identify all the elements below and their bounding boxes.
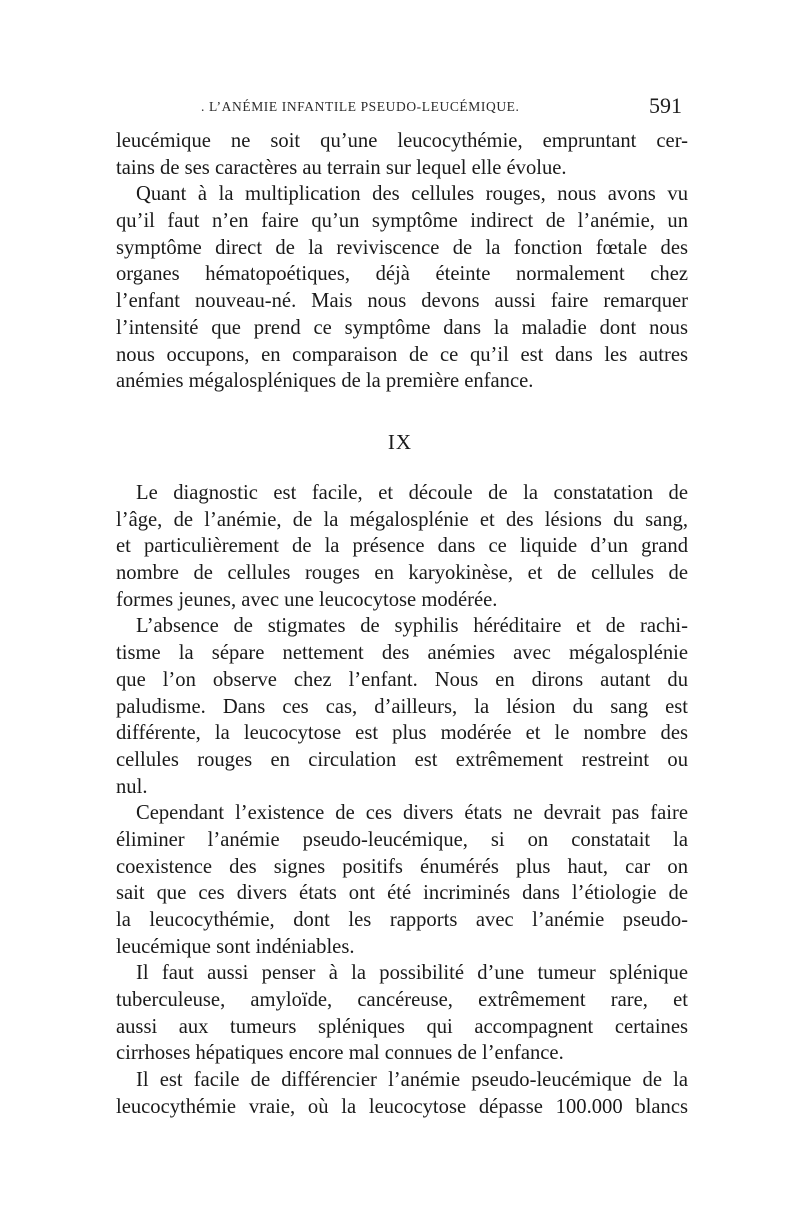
text-line: tuberculeuse, amyloïde, cancéreuse, extrêmement rare, et	[116, 989, 688, 1012]
text-line: L’absence de stigmates de syphilis héréditaire et de rachi-	[136, 615, 688, 638]
text-line: nous occupons, en comparaison de ce qu’il est dans les autres	[116, 343, 688, 366]
text-line: cellules rouges en circulation est extrêmement restreint ou	[116, 748, 688, 771]
text-line: Cependant l’existence de ces divers états ne devrait pas faire	[136, 802, 688, 825]
text-line: Quant à la multiplication des cellules rouges, nous avons vu	[136, 183, 688, 206]
text-line: tisme la sépare nettement des anémies avec mégalosplénie	[116, 642, 688, 665]
text-line: sait que ces divers états ont été incriminés dans l’étiologie de	[116, 882, 688, 905]
text-line: anémies mégalospléniques de la première enfance.	[116, 370, 534, 393]
text-line: différente, la leucocytose est plus modérée et le nombre des	[116, 722, 688, 745]
running-title: . L’ANÉMIE INFANTILE PSEUDO-LEUCÉMIQUE.	[201, 99, 520, 114]
text-line: leucémique ne soit qu’une leucocythémie, empruntant cer-	[116, 130, 688, 152]
text-line: éliminer l’anémie pseudo-leucémique, si on constatait la	[116, 828, 688, 851]
text-line: et particulièrement de la présence dans ce liquide d’un grand	[116, 535, 688, 558]
text-line: symptôme direct de la reviviscence de la fonction fœtale des	[116, 236, 688, 259]
text-line: Le diagnostic est facile, et découle de la constatation de	[136, 482, 688, 504]
text-line: paludisme. Dans ces cas, d’ailleurs, la lésion du sang est	[116, 695, 688, 718]
text-line: nul.	[116, 775, 148, 798]
text-line: aussi aux tumeurs spléniques qui accompagnent certaines	[116, 1015, 688, 1038]
text-line: leucocythémie vraie, où la leucocytose dépasse 100.000 blancs	[116, 1095, 688, 1118]
text-line: formes jeunes, avec une leucocytose modérée.	[116, 588, 498, 611]
text-line: nombre de cellules rouges en karyokinèse, et de cellules de	[116, 562, 688, 585]
paragraph-block-2	[116, 480, 688, 1121]
text-line: coexistence des signes positifs énumérés plus haut, car on	[116, 855, 688, 878]
text-line: l’enfant nouveau-né. Mais nous devons aussi faire remarquer	[116, 290, 688, 313]
text-line: organes hématopoétiques, déjà éteinte normalement chez	[116, 263, 688, 286]
text-line: que l’on observe chez l’enfant. Nous en dirons autant du	[116, 668, 688, 691]
section-heading: IX	[387, 430, 413, 454]
text-line: Il est facile de différencier l’anémie pseudo-leucémique de la	[136, 1069, 688, 1092]
text-line: Il faut aussi penser à la possibilité d’une tumeur splénique	[136, 962, 688, 985]
text-line: leucémique sont indéniables.	[116, 935, 355, 958]
text-line: tains de ses caractères au terrain sur lequel elle évolue.	[116, 156, 567, 179]
running-head	[113, 93, 688, 123]
text-line: l’âge, de l’anémie, de la mégalosplénie et des lésions du sang,	[116, 508, 688, 531]
text-line: qu’il faut n’en faire qu’un symptôme indirect de l’anémie, un	[116, 210, 688, 233]
text-line: cirrhoses hépatiques encore mal connues de l’enfance.	[116, 1042, 564, 1065]
paragraph-block-1	[116, 128, 688, 395]
text-line: la leucocythémie, dont les rapports avec l’anémie pseudo-	[116, 909, 688, 931]
page-number: 591	[649, 93, 682, 118]
text-line: l’intensité que prend ce symptôme dans la maladie dont nous	[116, 316, 688, 339]
